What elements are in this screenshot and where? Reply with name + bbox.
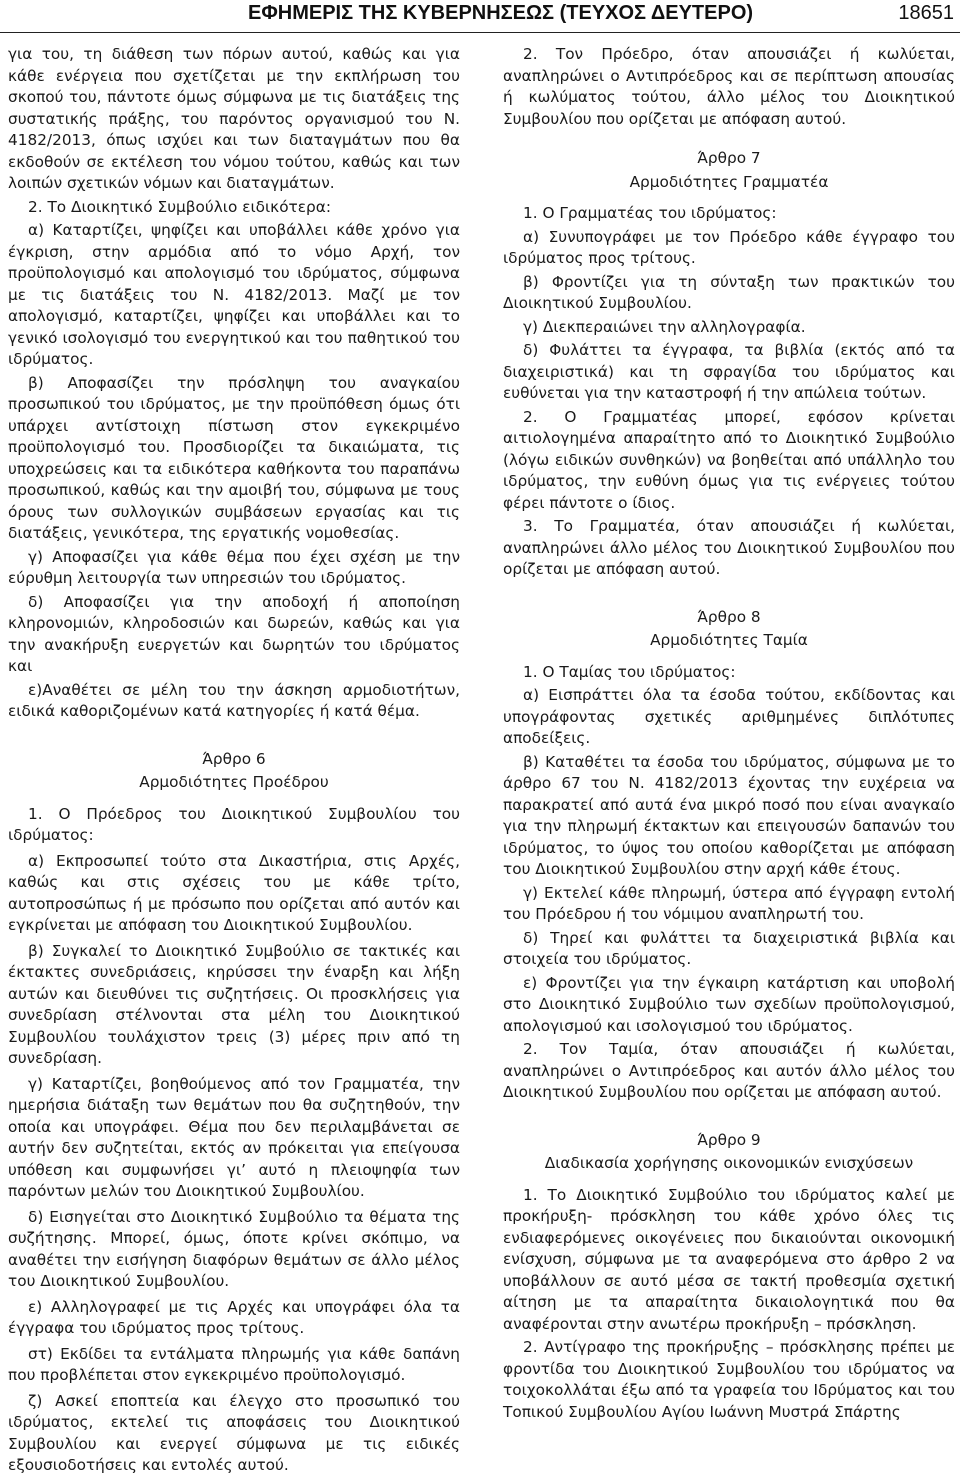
paragraph: α) Εισπράττει όλα τα έσοδα τούτου, εκδίδοντας και υπογράφοντας σχετικές αριθμημένες διπλότυπες αποδείξεις. [503, 686, 955, 747]
paragraph: γ) Καταρτίζει, βοηθούμενος από τον Γραμματέα, την ημερήσια διάταξη των θεμάτων που θα συζητηθούν, την οποία και υπογράφει. Θέμα που δεν περιλαμβάνεται σε αυτήν δεν συζητείται, εκτός αν πρόκειται για επείγουσα υπόθεση και συμφωνήσει γι’ αυτό η πλειοψηφία των παρόντων μελών του Διοικητικού Συμβουλίου. [8, 1074, 460, 1200]
article-number: Άρθρο 6 [202, 749, 266, 768]
article-title: Αρμοδιότητες Ταμία [650, 631, 808, 649]
paragraph: 3. Το Γραμματέα, όταν απουσιάζει ή κωλύεται, αναπληρώνει άλλο μέλος του Διοικητικού Συμβουλίου που ορίζεται με απόφαση αυτού. [503, 517, 955, 578]
paragraph: α) Καταρτίζει, ψηφίζει και υποβάλλει κάθε χρόνο για έγκριση, στην αρμόδια από το νόμο Αρχή, τον προϋπολογισμό και απολογισμό του ιδρύματος, σύμφωνα με τις διατάξεις του Ν. 4182/2013. Μαζί με τον απολογισμό, καταρτίζει, ψηφίζει και υποβάλλει και το γενικό ισολογισμό του ενεργητικού και του παθητικού του ιδρύματος. [8, 221, 460, 368]
paragraph: 2. Το Διοικητικό Συμβούλιο ειδικότερα: [28, 197, 331, 216]
paragraph: 2. Τον Πρόεδρο, όταν απουσιάζει ή κωλύεται, αναπληρώνει ο Αντιπρόεδρος και σε περίπτωση απουσίας ή κωλύματος τούτου, άλλο μέλος του Διοικητικού Συμβουλίου που ορίζεται με απόφαση αυτού. [503, 45, 955, 128]
paragraph: γ) Εκτελεί κάθε πληρωμή, ύστερα από έγγραφη εντολή του Πρόεδρου ή του νόμιμου αναπληρωτή του. [503, 883, 955, 923]
paragraph: 1. Ο Ταμίας του ιδρύματος: [523, 662, 736, 681]
paragraph: δ) Φυλάττει τα έγγραφα, τα βιβλία (εκτός από τα διαχειριστικά) και τη σφραγίδα του ιδρύματος και ευθύνεται για την καταστροφή ή την απώλεια τούτων. [503, 341, 955, 402]
page-header [0, 0, 960, 30]
article-7-heading [503, 148, 955, 193]
article-title: Διαδικασία χορήγησης οικονομικών ενισχύσεων [544, 1154, 914, 1172]
paragraph: β) Συγκαλεί το Διοικητικό Συμβούλιο σε τακτικές και έκτακτες συνεδριάσεις, κηρύσσει την έναρξη και λήξη αυτών και διευθύνει τις συζητήσεις. Οι προσκλήσεις για συνεδρίαση στέλνονται στα μέλη του Διοικητικού Συμβουλίου τουλάχιστον τρεις (3) μέρες πριν από τη συνεδρίαση. [8, 941, 460, 1067]
paragraph: α) Εκπροσωπεί τούτο στα Δικαστήρια, στις Αρχές, καθώς και στις σχέσεις του με κάθε τρίτο, αυτοπροσώπως ή με πρόσωπο που ορίζεται από αυτόν και εγκρίνεται με απόφαση του Διοικητικού Συμβουλίου. [8, 851, 460, 934]
paragraph: 2. Ο Γραμματέας μπορεί, εφόσον κρίνεται αιτιολογημένα απαραίτητο από το Διοικητικό Συμβούλιο (λόγω ειδικών συνθηκών) να βοηθείται από υπάλληλο του ιδρύματος, την ευθύνη όμως για τις ενέργειες τούτου φέρει πάντοτε ο ίδιος. [503, 407, 955, 512]
paragraph: β) Φροντίζει για τη σύνταξη των πρακτικών του Διοικητικού Συμβουλίου. [503, 272, 955, 312]
left-column [8, 44, 460, 1479]
paragraph: γ) Διεκπεραιώνει την αλληλογραφία. [523, 317, 806, 336]
paragraph: ε)Αναθέτει σε μέλη του την άσκηση αρμοδιοτήτων, ειδικά καθοριζομένων κατά κατηγορίες ή κατά θέμα. [8, 680, 460, 720]
article-title: Αρμοδιότητες Γραμματέα [629, 172, 829, 191]
paragraph: ε) Φροντίζει για την έγκαιρη κατάρτιση και υποβολή στο Διοικητικό Συμβούλιο των σχεδίων προϋπολογισμού, απολογισμού και ισολογισμού του ιδρύματος. [503, 973, 955, 1035]
article-title: Αρμοδιότητες Προέδρου [139, 773, 329, 791]
paragraph: δ) Τηρεί και φυλάττει τα διαχειριστικά βιβλία και στοιχεία του ιδρύματος. [503, 928, 955, 968]
header-divider [0, 32, 960, 33]
article-number: Άρθρο 7 [697, 149, 761, 167]
paragraph: στ) Εκδίδει τα εντάλματα πληρωμής για κάθε δαπάνη που προβλέπεται στον εγκεκριμένο προϋπολογισμό. [8, 1344, 460, 1384]
article-number: Άρθρο 9 [697, 1130, 761, 1149]
paragraph: β) Καταθέτει τα έσοδα του ιδρύματος, σύμφωνα με το άρθρο 67 του Ν. 4182/2013 έχοντας την ευχέρεια να παρακρατεί από αυτά ένα μικρό ποσό που είναι αναγκαίο για την πληρωμή έκτακτων και επειγουσών δαπανών του ιδρύματος, το ύψος του οποίου καθορίζεται με απόφαση του Διοικητικού Συμβουλίου στην αρχή κάθε έτους. [503, 752, 955, 878]
article-6-heading [8, 749, 460, 794]
paragraph: γ) Αποφασίζει για κάθε θέμα που έχει σχέση με την εύρυθμη λειτουργία των υπηρεσιών του ιδρύματος. [8, 547, 460, 587]
paragraph: ε) Αλληλογραφεί με τις Αρχές και υπογράφει όλα τα έγγραφα του ιδρύματος προς τρίτους. [8, 1297, 460, 1337]
paragraph: α) Συνυπογράφει με τον Πρόεδρο κάθε έγγραφο του ιδρύματος προς τρίτους. [503, 227, 955, 267]
gazette-title: ΕΦΗΜΕΡΙΣ ΤΗΣ ΚΥΒΕΡΝΗΣΕΩΣ (ΤΕΥΧΟΣ ΔΕΥΤΕΡΟ) [248, 2, 754, 24]
paragraph: για του, τη διάθεση των πόρων αυτού, καθώς και για κάθε ενέργεια που σχετίζεται με την εκπλήρωση του σκοπού του, πάντοτε όμως σύμφωνα με τις διατάξεις της συστατικής πράξης, του παρόντος οργανισμού του Ν. 4182/2013, όπως ισχύει και των διαταγμάτων που θα εκδοθούν σε εκτέλεση του νόμου τούτου, καθώς και των λοιπών σχετικών νόμων και διαταγμάτων. [8, 45, 460, 192]
paragraph: 1. Το Διοικητικό Συμβούλιο του ιδρύματος καλεί με προκήρυξη- πρόσκληση του κάθε χρόνο όλες τις ενδιαφερόμενες οικογένειες που δικαιούνται οικονομική ενίσχυση, σύμφωνα με τα αναφερόμενα στο άρθρο 2 να υποβάλλουν σε αυτό μέσα σε τακτή προθεσμία σχετική αίτηση με τα απαραίτητα δικαιολογητικά που θα αναφέρονται στην ανωτέρω προκήρυξη – πρόσκληση. [503, 1185, 955, 1333]
right-column [503, 44, 955, 1425]
paragraph: 2. Τον Ταμία, όταν απουσιάζει ή κωλύεται, αναπληρώνει ο Αντιπρόεδρος και αυτόν άλλο μέλος του Διοικητικού Συμβουλίου που ορίζεται με απόφαση αυτού. [503, 1040, 955, 1101]
article-number: Άρθρο 8 [697, 607, 761, 626]
paragraph: β) Αποφασίζει την πρόσληψη του αναγκαίου προσωπικού του ιδρύματος, με την προϋπόθεση όμως ότι υπάρχει αντίστοιχη πίστωση στον εγκεκριμένο προϋπολογισμό του. Προσδιορίζει τα δικαιώματα, τις υποχρεώσεις και τα ειδικότερα καθήκοντα του παραπάνω προσωπικού, καθώς και την αμοιβή του, σύμφωνα με τους όρους των συλλογικών συμβάσεων εργασίας και τις διατάξεις, γενικότερα, της εργατικής νομοθεσίας. [8, 373, 460, 542]
article-8-heading [503, 607, 955, 652]
page-number: 18651 [898, 2, 954, 24]
paragraph: 1. Ο Γραμματέας του ιδρύματος: [523, 204, 777, 222]
paragraph: δ) Αποφασίζει για την αποδοχή ή αποποίηση κληρονομιών, κληροδοσιών και δωρεών, καθώς και για την ανακήρυξη ευεργετών και δωρητών του ιδρύματος και [8, 592, 460, 675]
paragraph: 2. Αντίγραφο της προκήρυξης – πρόσκλησης πρέπει με φροντίδα του Διοικητικού Συμβουλίου του ιδρύματος να τοιχοκολλάται έξω από τα γραφεία του Ιδρύματος και του Τοπικού Συμβουλίου Αγίου Ιωάννη Μυστρά Σπάρτης [503, 1338, 955, 1421]
paragraph: 1. Ο Πρόεδρος του Διοικητικού Συμβουλίου του ιδρύματος: [8, 804, 460, 844]
paragraph: δ) Εισηγείται στο Διοικητικό Συμβούλιο τα θέματα της συζήτησης. Μπορεί, όμως, όποτε κρίνει σκόπιμο, να αναθέτει την εισήγηση διαφόρων θεμάτων σε άλλο μέλος του Διοικητικού Συμβουλίου. [8, 1207, 460, 1290]
article-9-heading [503, 1130, 955, 1175]
paragraph: ζ) Ασκεί εποπτεία και έλεγχο στο προσωπικό του ιδρύματος, εκτελεί τις αποφάσεις του Διοικητικού Συμβουλίου και ενεργεί σύμφωνα με τις ειδικές εξουσιοδοτήσεις και εντολές αυτού. [8, 1391, 460, 1474]
